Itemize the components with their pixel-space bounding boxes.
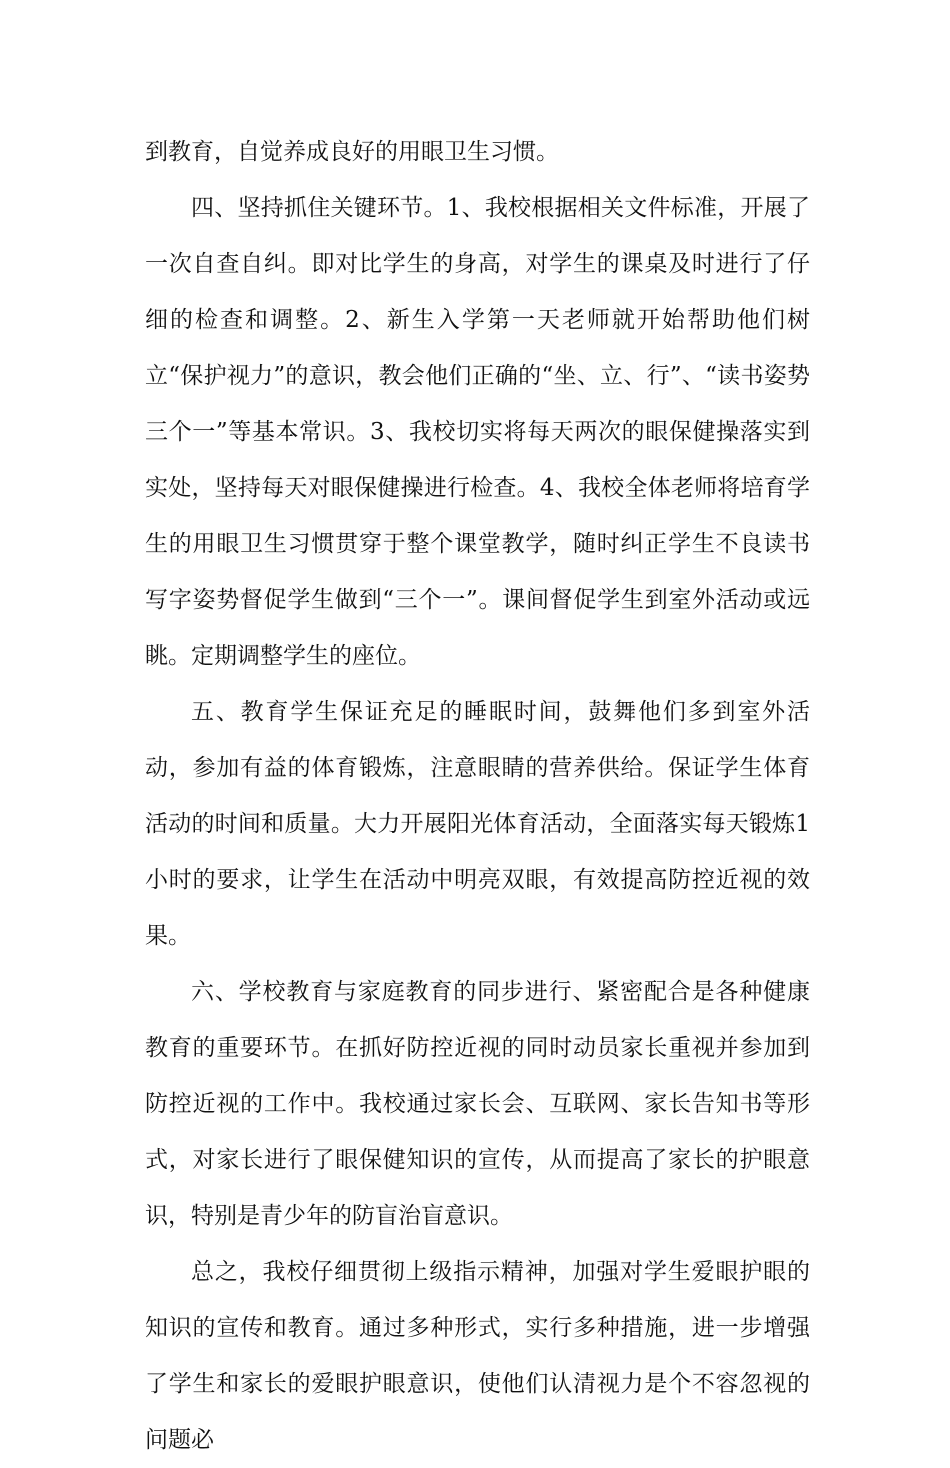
paragraph-summary: 总之，我校仔细贯彻上级指示精神，加强对学生爱眼护眼的知识的宣传和教育。通过多种形式，实行多种措施，进一步增强了学生和家长的爱眼护眼意识，使他们认清视力是个不容忽视的问题必	[145, 1259, 810, 1453]
paragraph-family-education: 六、学校教育与家庭教育的同步进行、紧密配合是各种健康教育的重要环节。在抓好防控近视的同时动员家长重视并参加到防控近视的工作中。我校通过家长会、互联网、家长告知书等形式，对家长进行了眼保健知识的宣传，从而提高了家长的护眼意识，特别是青少年的防盲治盲意识。	[145, 979, 810, 1229]
document-body	[145, 124, 810, 1468]
paragraph-sleep-exercise: 五、教育学生保证充足的睡眠时间，鼓舞他们多到室外活动，参加有益的体育锻炼，注意眼睛的营养供给。保证学生体育活动的时间和质量。大力开展阳光体育活动，全面落实每天锻炼1小时的要求，让学生在活动中明亮双眼，有效提高防控近视的效果。	[145, 699, 810, 949]
paragraph-key-steps: 四、坚持抓住关键环节。1、我校根据相关文件标准，开展了一次自查自纠。即对比学生的身高，对学生的课桌及时进行了仔细的检查和调整。2、新生入学第一天老师就开始帮助他们树立“保护视力”的意识，教会他们正确的“坐、立、行”、“读书姿势三个一”等基本常识。3、我校切实将每天两次的眼保健操落实到实处，坚持每天对眼保健操进行检查。4、我校全体老师将培育学生的用眼卫生习惯贯穿于整个课堂教学，随时纠正学生不良读书写字姿势督促学生做到“三个一”。课间督促学生到室外活动或远眺。定期调整学生的座位。	[145, 195, 810, 669]
paragraph-continuation: 到教育，自觉养成良好的用眼卫生习惯。	[145, 139, 559, 165]
